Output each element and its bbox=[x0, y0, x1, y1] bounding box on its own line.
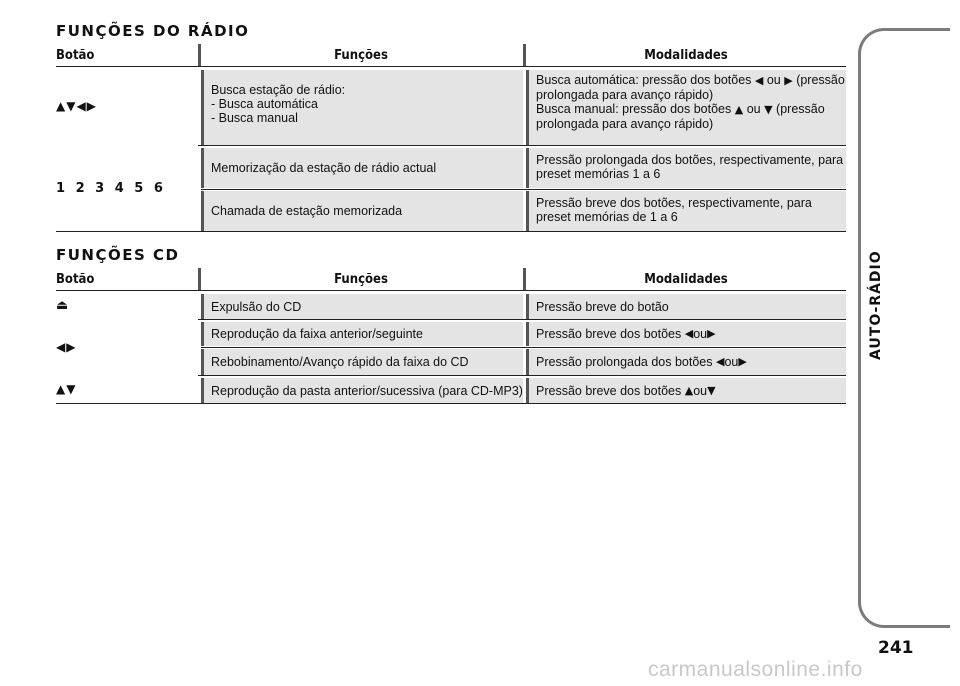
up-down-buttons-icon: ▲▼ bbox=[56, 382, 77, 396]
function-text: Chamada de estação memorizada bbox=[211, 204, 403, 218]
arrow-right-icon: ▶ bbox=[784, 74, 793, 87]
cd-table-header bbox=[56, 268, 846, 291]
function-cell bbox=[201, 349, 523, 375]
function-text: Reprodução da pasta anterior/sucessiva (para CD-MP3) bbox=[211, 383, 523, 398]
cd-table bbox=[56, 268, 846, 403]
button-cell bbox=[56, 375, 198, 403]
mode-line: prolongada para avanço rápido) bbox=[536, 117, 714, 131]
header-funcoes: Funções bbox=[334, 272, 388, 287]
arrow-left-icon: ◀ bbox=[754, 74, 764, 87]
radio-section-title: FUNÇÕES DO RÁDIO bbox=[56, 22, 250, 40]
mode-text: Pressão prolongada dos botões bbox=[536, 355, 713, 369]
page-number: 241 bbox=[878, 638, 914, 658]
mode-text: Busca automática: pressão dos botões bbox=[536, 73, 752, 87]
function-text: Rebobinamento/Avanço rápido da faixa do CD bbox=[211, 355, 469, 369]
mode-text: ou bbox=[724, 355, 739, 369]
left-right-buttons-icon: ◀▶ bbox=[56, 340, 77, 354]
mode-text: Pressão breve dos botões, respectivamente, para preset memórias de 1 a 6 bbox=[536, 196, 812, 224]
eject-icon: ⏏ bbox=[56, 297, 69, 313]
mode-text: (pressão bbox=[796, 73, 845, 87]
function-cell bbox=[201, 322, 523, 346]
arrow-right-icon: ▶ bbox=[738, 355, 747, 368]
function-cell bbox=[201, 378, 523, 403]
function-line: Busca estação de rádio: bbox=[211, 83, 346, 97]
header-botao: Botão bbox=[56, 48, 95, 63]
mode-cell bbox=[526, 294, 846, 319]
button-cell bbox=[56, 291, 198, 319]
header-funcoes: Funções bbox=[334, 48, 388, 63]
mode-cell bbox=[526, 70, 846, 145]
mode-cell bbox=[526, 378, 846, 403]
button-cell bbox=[56, 145, 198, 231]
mode-text: Pressão breve dos botões bbox=[536, 383, 682, 398]
mode-text: (pressão bbox=[776, 102, 825, 116]
mode-line bbox=[536, 102, 846, 117]
function-cell bbox=[201, 191, 523, 231]
header-botao: Botão bbox=[56, 272, 95, 287]
function-line: - Busca automática bbox=[211, 97, 318, 111]
mode-text: Pressão breve do botão bbox=[536, 299, 669, 314]
table-row bbox=[56, 375, 846, 403]
row-divider bbox=[56, 231, 846, 232]
mode-line: prolongada para avanço rápido) bbox=[536, 88, 714, 102]
mode-cell bbox=[526, 349, 846, 375]
radio-table bbox=[56, 44, 846, 231]
arrow-buttons-icon: ▲▼◀▶ bbox=[56, 99, 97, 113]
function-cell bbox=[201, 70, 523, 145]
mode-cell bbox=[526, 148, 846, 188]
function-text: Reprodução da faixa anterior/seguinte bbox=[211, 327, 423, 341]
arrow-down-icon: ▼ bbox=[764, 103, 773, 116]
arrow-up-icon: ▲ bbox=[684, 383, 694, 397]
function-line: - Busca manual bbox=[211, 111, 298, 125]
mode-text: Pressão breve dos botões bbox=[536, 327, 682, 341]
function-text: Expulsão do CD bbox=[211, 299, 302, 314]
arrow-down-icon: ▼ bbox=[707, 383, 716, 397]
arrow-up-icon: ▲ bbox=[734, 103, 744, 116]
button-cell bbox=[56, 67, 198, 145]
mode-text: Pressão prolongada dos botões, respectivamente, para preset memórias 1 a 6 bbox=[536, 153, 844, 181]
header-modalidades: Modalidades bbox=[644, 48, 728, 63]
watermark: carmanualsonline.info bbox=[648, 658, 863, 681]
mode-text: Busca manual: pressão dos botões bbox=[536, 102, 732, 116]
mode-text: ou bbox=[746, 102, 761, 116]
function-cell bbox=[201, 294, 523, 319]
preset-buttons-label: 1 2 3 4 5 6 bbox=[56, 180, 166, 196]
radio-table-header bbox=[56, 44, 846, 67]
row-divider bbox=[56, 403, 846, 404]
row-divider bbox=[201, 347, 846, 348]
row-divider bbox=[201, 189, 846, 190]
mode-text: ou bbox=[766, 73, 781, 87]
function-cell bbox=[201, 148, 523, 188]
table-row bbox=[56, 67, 846, 145]
mode-cell bbox=[526, 322, 846, 346]
function-text: Memorização da estação de rádio actual bbox=[211, 161, 437, 175]
cd-section-title: FUNÇÕES CD bbox=[56, 246, 180, 264]
arrow-right-icon: ▶ bbox=[707, 327, 716, 340]
mode-cell bbox=[526, 191, 846, 231]
side-tab-label: AUTO-RÁDIO bbox=[868, 250, 884, 360]
mode-text: ou bbox=[693, 327, 708, 341]
arrow-left-icon: ◀ bbox=[716, 355, 725, 368]
mode-text: ou bbox=[693, 383, 708, 398]
button-cell bbox=[56, 319, 198, 375]
mode-line bbox=[536, 73, 846, 88]
table-row bbox=[56, 291, 846, 319]
header-modalidades: Modalidades bbox=[644, 272, 728, 287]
table-row bbox=[56, 145, 846, 231]
table-row bbox=[56, 319, 846, 375]
arrow-left-icon: ◀ bbox=[684, 327, 694, 340]
